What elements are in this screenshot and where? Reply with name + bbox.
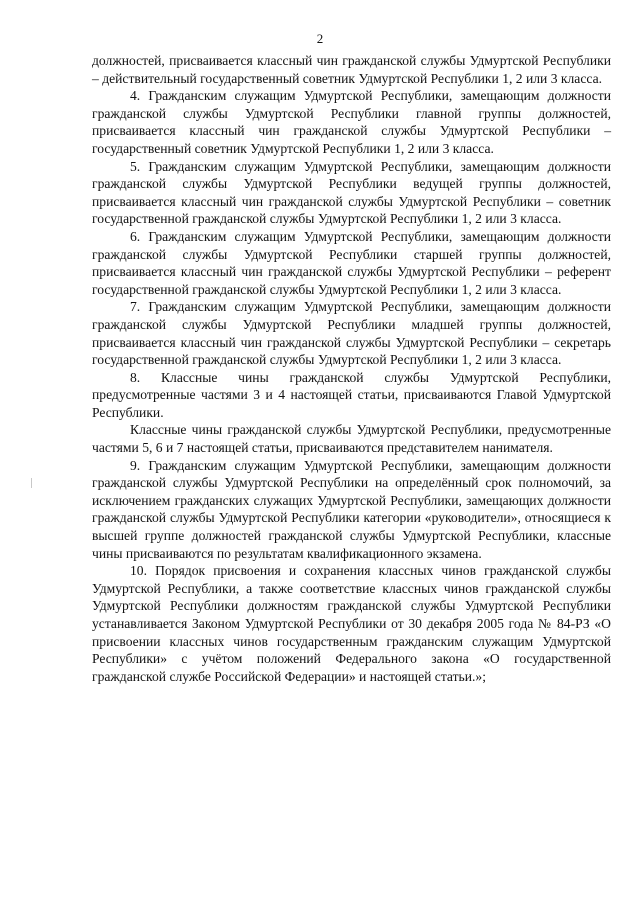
document-body — [92, 52, 611, 685]
paragraph-item-8: 8. Классные чины гражданской службы Удмуртской Республики, предусмотренные частями 3 и 4 настоящей статьи, присваиваются Главой Удмуртской Республики. — [92, 369, 611, 420]
scan-artifact — [31, 478, 32, 488]
paragraph-item-6: 6. Гражданским служащим Удмуртской Республики, замещающим должности гражданской службы Удмуртской Республики старшей группы должностей, присваивается классный чин гражданской службы Удмуртской Республики – референт государственной гражданской службы Удмуртской Республики 1, 2 или 3 класса. — [92, 228, 611, 297]
paragraph-item-8-part-2: Классные чины гражданской службы Удмуртской Республики, предусмотренные частями 5, 6 и 7 настоящей статьи, присваиваются представителем нанимателя. — [92, 422, 611, 456]
paragraph-item-4: 4. Гражданским служащим Удмуртской Республики, замещающим должности гражданской службы Удмуртской Республики главной группы должностей, присваивается классный чин гражданской службы Удмуртской Республики – государственный советник Удмуртской Республики 1, 2 или 3 класса. — [92, 88, 611, 156]
paragraph-item-10: 10. Порядок присвоения и сохранения классных чинов гражданской службы Удмуртской Республики, а также соответствие классных чинов гражданской службы Удмуртской Республики должностям гражданской службы Удмуртской Республики устанавливается Законом Удмуртской Республики от 30 декабря 2005 года № 84-РЗ «О присвоении классных чинов государственным гражданским служащим Удмуртской Республики» с учётом положений Федерального закона «О государственной гражданской службе Российской Федерации» и настоящей статьи.»; — [92, 563, 611, 684]
paragraph-continuation: должностей, присваивается классный чин гражданской службы Удмуртской Республики – действительный государственный советник Удмуртской Республики 1, 2 или 3 класса. — [92, 53, 611, 86]
paragraph-item-5: 5. Гражданским служащим Удмуртской Республики, замещающим должности гражданской службы Удмуртской Республики ведущей группы должностей, присваивается классный чин гражданской службы Удмуртской Республики – советник государственной гражданской службы Удмуртской Республики 1, 2 или 3 класса. — [92, 158, 611, 227]
paragraph-item-9: 9. Гражданским служащим Удмуртской Республики, замещающим должности гражданской службы Удмуртской Республики на определённый срок полномочий, за исключением гражданских служащих Удмуртской Республики, замещающих должности гражданской службы Удмуртской Республики категории «руководители», относящиеся к высшей группе должностей гражданской службы Удмуртской Республики, классные чины присваиваются по результатам квалификационного экзамена. — [92, 457, 611, 561]
paragraph-item-7: 7. Гражданским служащим Удмуртской Республики, замещающим должности гражданской службы Удмуртской Республики младшей группы должностей, присваивается классный чин гражданской службы Удмуртской Республики – секретарь государственной гражданской службы Удмуртской Республики 1, 2 или 3 класса. — [92, 299, 611, 368]
page-number: 2 — [316, 31, 324, 46]
